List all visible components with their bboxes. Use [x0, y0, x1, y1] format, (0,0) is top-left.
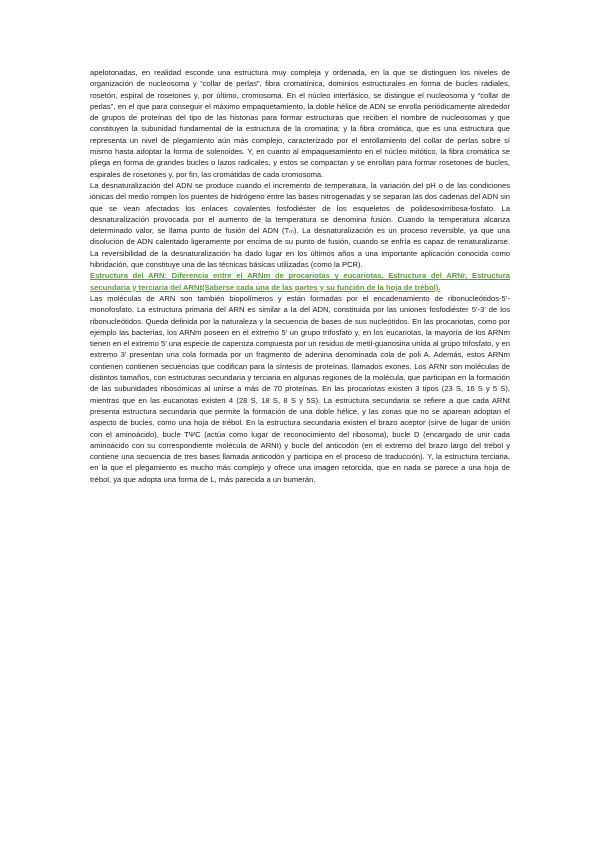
section-heading-arn: Estructura del ARN: Diferencia entre el ARNm de procariotas y eucariotas, Estructura del ARNr, Estructura secundaria y terciaria del ARNt(Saberse cada una de las partes y su función de la hoja de trébol).	[90, 271, 510, 292]
paragraph-denaturation: La desnaturalización del ADN se produce cuando el incremento de temperatura, la variación del pH o de las condiciones iónicas del medio rompen los puentes de hidrógeno entre las bases nitrogenadas y se separan las dos cadenas del ADN sin que se vean afectados los enlaces covalentes fosfodiéster de los esqueletos de polidesoxirribosa-fosfato. La desnaturalización provocada por el aumento de la temperatura se denomina fusión. Cuando la temperatura alcanza determinado valor, se llama punto de fusión del ADN (Tₘ). La desnaturalización es un proceso reversible, ya que una disolución de ADN calentado ligeramente por encima de su punto de fusión, cuando se enfría es capaz de renaturalizarse. La reversibilidad de la desnaturalización ha dado lugar en los últimos años a una importante aplicación conocida como hibridación, que constituye una de las técnicas básicas utilizadas (como la PCR).	[90, 180, 510, 270]
paragraph-chromatin: apelotonadas, en realidad esconde una estructura muy compleja y ordenada, en la que se distinguen los niveles de organización de nucleosoma y “collar de perlas”, fibra cromatínica, dominios estructurales en forma de bucles radiales, rosetón, espiral de rosetones y, por último, cromosoma. En el núcleo interfásico, se distingue el nucleosoma y “collar de perlas”, en el que para conseguir el máximo empaquetamiento, la doble hélice de ADN se enrolla periódicamente alrededor de grupos de proteínas del tipo de las histonas para formar estructuras que reciben el nombre de nucleosomas y que constituyen la subunidad fundamental de la estructura de la cromatina; y la fibra cromática, que es una estructura que representa un nivel de plegamiento aún más complejo, caracterizado por el enrollamiento del collar de perlas sobre sí mismo hasta adoptar la forma de solenoides. Y, en cuanto al empaquetamiento en el núcleo mitótico, la fibra cromática se pliega en forma de grandes bucles o lazos radicales, y estos se compactan y se enrollan para formar rosetones de bucles, espirales de rosetones y, por fin, las cromátidas de cada cromosoma.	[90, 68, 510, 179]
document-body	[90, 67, 510, 485]
paragraph-arn-structure: Las moléculas de ARN son también biopolímeros y están formadas por el encadenamiento de ribonucleótidos-5’-monofosfato. La estructura primaria del ARN es similar a la del ADN, constituida por las uniones fosfodiéster 5’-3’ de los ribonucleótidos. Queda definida por la naturaleza y la secuencia de bases de sus nucleótidos. En las procariotas, como por ejemplo las bacterias, los ARNm poseen en el extremo 5’ un grupo trifosfato y, en los eucariotas, la mayoría de los ARNm tienen en el extremo 5’ una especie de caperuza compuesta por un residuo de metil-guanosina unida al grupo trifosfato, y en extremo 3’ presentan una cola formada por un fragmento de adenina denominada cola de poli A. Además, estos ARNm contienen contienen secuencias que codifican para la síntesis de proteínas, llamados exones. Los ARNr son moléculas de distintos tamaños, con estructuras secundaria y terciaria en algunas regiones de la molécula, que participan en la formación de las subunidades ribosómicas al unirse a más de 70 proteínas. En las procariotas existen 3 tipos (23 S, 16 S y 5 S), mientras que en las eucariotas existen 4 (28 S, 18 S, 8 S y 5S). La estructura secundaria se refiere a que cada ARNt presenta estructura secundaria que permite la formación de una doble hélice, y las zonas que no se aparean adoptan el aspecto de bucles, como una hoja de trébol. En la estructura secundaria existen el brazo aceptor (sirve de lugar de unión con el aminoácido), bucle TΨC (actúa como lugar de reconocimiento del ribosoma), bucle D (encargado de unir cada aminoácido con su correspondiente molécula de ARNt) y bucle del anticodón (en el extremo del brazo largo del trébol y contiene una secuencia de tres bases llamada anticodón y participa en el proceso de traducción). Y, la estructura terciaria, en la que el plegamiento es mucho más complejo y ofrece una imagen retorcida, que en nada se parece a una hoja de trébol, ya que adopta una forma de L, más parecida a un bumerán.	[90, 293, 510, 484]
